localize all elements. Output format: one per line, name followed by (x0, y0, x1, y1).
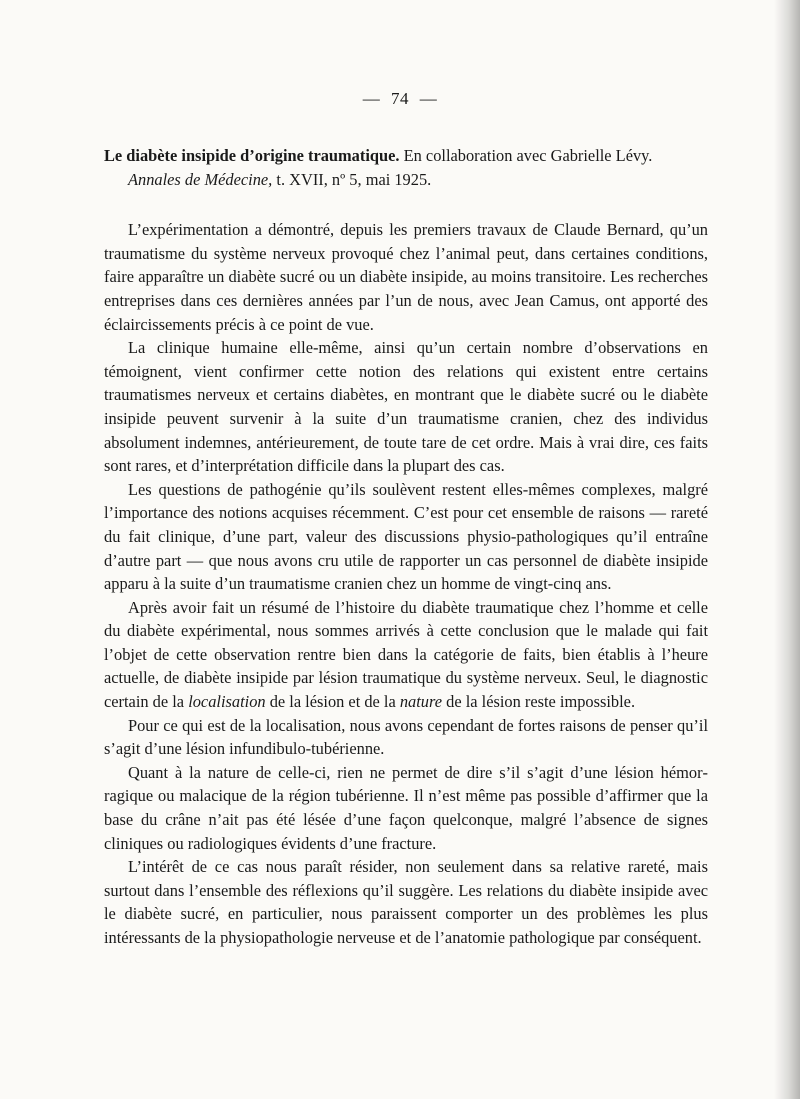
paragraph-7: L’intérêt de ce cas nous paraît résider, non seulement dans sa relative rareté, mais surtout dans l’ensemble des réflexions qu’il suggère. Les relations du diabète insipide avec le diabète sucré, en particulier, nous paraissent comporter un des problèmes les plus intéressants de la physiopathologie nerveuse et de l’anatomie pathologique par conséquent. (104, 857, 708, 947)
page-number (0, 89, 800, 109)
paragraph-3: Les questions de pathogénie qu’ils soulèvent restent elles-mêmes complexes, malgré l’importance des notions acquises récemment. C’est pour cet ensemble de raisons — rareté du fait clinique, d’une part, valeur des discussions physio-pathologiques qu’il entraîne d’autre part — que nous avons cru utile de rapporter un cas personnel de diabète insipide apparu à la suite d’un traumatisme cranien chez un homme de vingt-cinq ans. (104, 479, 708, 594)
page-edge-shadow (774, 0, 800, 1099)
page-number-dash-right: — (419, 89, 438, 108)
paragraph-4-part-1: Après avoir fait un résumé de l’histoire du diabète traumatique chez l’homme et celle du diabète expérimental, nous sommes arrivés à cette conclusion que le malade qui fait l’objet de cette observation rentre bien dans la catégorie de faits, bien établis à l’heure actuelle, de diabète insipide par lésion traumatique du système nerveux. Seul, le diagnostic certain de la (104, 597, 708, 712)
reference-details: t. XVII, nº 5, mai 1925. (276, 169, 432, 189)
paragraph-2: La clinique humaine elle-même, ainsi qu’un certain nombre d’observations en témoignent, vient confirmer cette notion des relations qui existent entre certains traumatismes nerveux et certains diabètes, en montrant que le diabète sucré ou le diabète insipide peuvent survenir à la suite d’un traumatisme cranien, chez des individus absolument indemnes, antérieurement, de toute tare de cet ordre. Mais à vrai dire, ces faits sont rares, et d’interprétation difficile dans la plupart des cas. (104, 338, 708, 476)
page-number-value: 74 (391, 89, 409, 108)
paragraph-4-part-3: de la lésion reste impossible. (442, 692, 636, 712)
reference-collaboration: En collaboration avec Gabrielle Lévy. (403, 146, 653, 165)
paragraph-5: Pour ce qui est de la localisation, nous avons cependant de fortes raisons de penser qu’il s’agit d’une lésion infundibulo-tubérienne. (104, 715, 708, 759)
paragraph-4 (104, 596, 708, 714)
emphasis-nature: nature (399, 692, 443, 712)
bibliographic-reference (104, 144, 708, 191)
reference-title: Le diabète insipide d’origine traumatique. (104, 146, 400, 165)
paragraph-6: Quant à la nature de celle-ci, rien ne permet de dire s’il s’agit d’une lésion hémorragique ou malacique de la région tubérienne. Il n’est même pas possible d’affirmer que la base du crâne n’ait pas été lésée d’une façon quelconque, malgré l’absence de signes cliniques ou radiologiques évidents d’une fracture. (104, 762, 708, 853)
reference-source (104, 168, 708, 192)
emphasis-localisation: localisation (188, 692, 266, 712)
paragraph-4-part-2: de la lésion et de la (265, 692, 400, 712)
paragraph-1: L’expérimentation a démontré, depuis les premiers travaux de Claude Bernard, qu’un traumatisme du système nerveux provoqué chez l’animal peut, dans certaines conditions, faire apparaître un diabète sucré ou un diabète insipide, au moins transitoire. Les recherches entreprises dans ces dernières années par l’un de nous, avec Jean Camus, ont apporté des éclaircissements précis à ce point de vue. (104, 220, 708, 334)
article-body (104, 144, 708, 950)
page-number-dash-left: — (362, 89, 381, 108)
reference-journal: Annales de Médecine, (128, 169, 273, 189)
